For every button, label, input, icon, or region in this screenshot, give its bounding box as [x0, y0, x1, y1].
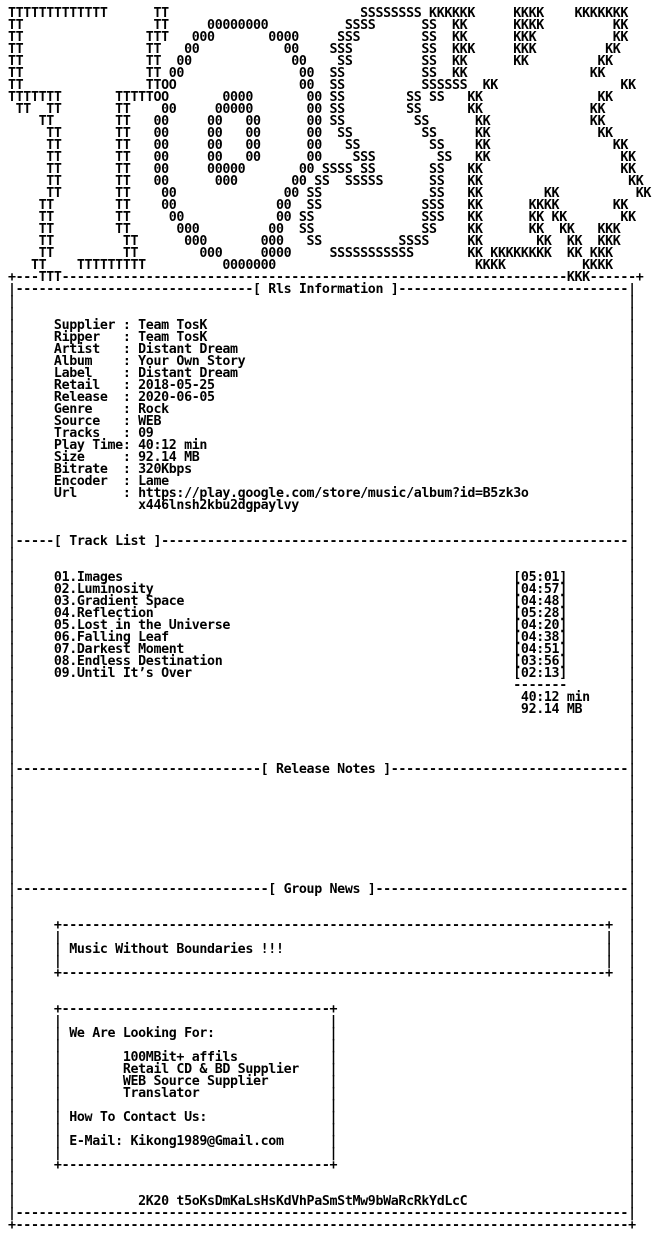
nfo-line: TT TT 00 00 00 00 SS SS KK KK	[8, 138, 629, 153]
nfo-line: | |	[8, 510, 636, 525]
nfo-line: TT TT 00 00 SSS SS KKK KKK KK	[8, 42, 621, 57]
nfo-line: | |	[8, 834, 636, 849]
nfo-line: |-------------------------------[ Rls Information ]------------------------------|	[8, 282, 636, 297]
nfo-line: TT TT 000 0000 SSSSSSSSSSS KK KKKKKKKK KK KKK	[8, 246, 613, 261]
nfo-line: | |	[8, 786, 636, 801]
nfo-line: | |	[8, 1170, 636, 1185]
nfo-line: | Source : WEB |	[8, 414, 636, 429]
nfo-line: | |	[8, 810, 636, 825]
nfo-line: | | We Are Looking For: | |	[8, 1026, 636, 1041]
nfo-line: | Size : 92.14 MB |	[8, 450, 636, 465]
nfo-line: | 04.Reflection [05:28] |	[8, 606, 636, 621]
nfo-line: TT TTOO 00 SS SSSSSS KK KK	[8, 78, 636, 93]
nfo-line: | Release : 2020-06-05 |	[8, 390, 636, 405]
nfo-line: TT TT 00 00 SS SS KK KK	[8, 66, 606, 81]
nfo-line: | 02.Luminosity [04:57] |	[8, 582, 636, 597]
nfo-line: | Play Time: 40:12 min |	[8, 438, 636, 453]
nfo-line: | x446lnsh2kbu2dgpaylvy |	[8, 498, 636, 513]
nfo-line: TT TT 00 00 SS SSS KK KK KK KK	[8, 210, 636, 225]
nfo-line: TTTTTTTTTTTTT TT SSSSSSSS KKKKKK KKKK KKKKKKK	[8, 6, 629, 21]
nfo-line: | | | |	[8, 930, 636, 945]
nfo-line: | Bitrate : 320Kbps |	[8, 462, 636, 477]
nfo-line: | |	[8, 726, 636, 741]
nfo-line: | | 100MBit+ affils | |	[8, 1050, 636, 1065]
nfo-line: | 06.Falling Leaf [04:38] |	[8, 630, 636, 645]
nfo-line: | |	[8, 978, 636, 993]
nfo-line: | 08.Endless Destination [03:56] |	[8, 654, 636, 669]
nfo-line: | |	[8, 894, 636, 909]
nfo-line: | |	[8, 870, 636, 885]
nfo-line: | | | |	[8, 954, 636, 969]
nfo-line: | |	[8, 858, 636, 873]
nfo-line: TT TT 00 00 SS SS KK KK KK	[8, 186, 652, 201]
nfo-line: TT TT 00 00 SS SSS KK KKKK KK	[8, 198, 629, 213]
nfo-line: TT TTTTTTTTT 0000000 KKKK KKKK	[8, 258, 613, 273]
nfo-line: | | | |	[8, 1098, 636, 1113]
nfo-line: | | E-Mail: Kikong1989@Gmail.com | |	[8, 1134, 636, 1149]
nfo-line: |-----[ Track List ]-------------------------------------------------------------|	[8, 534, 636, 549]
nfo-line: TT TT 00 000 00 SS SSSSS SS KK KK	[8, 174, 644, 189]
nfo-line: | | | |	[8, 1014, 636, 1029]
nfo-line: TT TT 00000000 SSSS SS KK KKKK KK	[8, 18, 629, 33]
nfo-line: | |	[8, 750, 636, 765]
nfo-line: | | Music Without Boundaries !!! | |	[8, 942, 636, 957]
nfo-line: | 09.Until It’s Over [02:13] |	[8, 666, 636, 681]
nfo-line: | Album : Your Own Story |	[8, 354, 636, 369]
nfo-line: | Url : https://play.google.com/store/music/album?id=B5zk3o |	[8, 486, 636, 501]
nfo-line: TT TTT 000 0000 SSS SS KK KKK KK	[8, 30, 629, 45]
nfo-line: | Supplier : Team TosK |	[8, 318, 636, 333]
nfo-line: | |	[8, 306, 636, 321]
nfo-line: |--------------------------------------------------------------------------------|	[8, 1206, 636, 1221]
nfo-line: | |	[8, 714, 636, 729]
nfo-line: | Label : Distant Dream |	[8, 366, 636, 381]
nfo-line: | |	[8, 738, 636, 753]
nfo-line: | Tracks : 09 |	[8, 426, 636, 441]
nfo-line: | 92.14 MB |	[8, 702, 636, 717]
nfo-line: |---------------------------------[ Group News ]---------------------------------|	[8, 882, 636, 897]
nfo-line: | Ripper : Team TosK |	[8, 330, 636, 345]
nfo-line: |--------------------------------[ Release Notes ]-------------------------------|	[8, 762, 636, 777]
nfo-line: | |	[8, 1182, 636, 1197]
nfo-line: | 2K20 t5oKsDmKaLsHsKdVhPaSmStMw9bWaRcRkYdLcC |	[8, 1194, 636, 1209]
nfo-line: | ------- |	[8, 678, 636, 693]
nfo-line: | +-----------------------------------+ |	[8, 1158, 636, 1173]
nfo-line: TT TT 00 00 SS SS KK KK KK	[8, 54, 613, 69]
nfo-line: | 03.Gradient Space [04:48] |	[8, 594, 636, 609]
nfo-line: | |	[8, 546, 636, 561]
nfo-line: +---TTT------------------------------------------------------------------KKK------+	[8, 270, 644, 285]
nfo-line: +--------------------------------------------------------------------------------+	[8, 1218, 636, 1233]
nfo-line: | |	[8, 522, 636, 537]
nfo-line: | 05.Lost in the Universe [04:20] |	[8, 618, 636, 633]
nfo-line: | Artist : Distant Dream |	[8, 342, 636, 357]
nfo-line: TT TT 000 000 SS SSSS KK KK KK KKK	[8, 234, 621, 249]
nfo-line: | | | |	[8, 1146, 636, 1161]
nfo-line: | Encoder : Lame |	[8, 474, 636, 489]
nfo-line: | |	[8, 846, 636, 861]
nfo-line: TT TT 00 00 00 00 SS SS KK KK	[8, 126, 613, 141]
nfo-line: | |	[8, 774, 636, 789]
nfo-line: | | | |	[8, 1038, 636, 1053]
nfo-line: | 07.Darkest Moment [04:51] |	[8, 642, 636, 657]
nfo-line: | |	[8, 558, 636, 573]
nfo-line: | Retail : 2018-05-25 |	[8, 378, 636, 393]
nfo-line: | |	[8, 990, 636, 1005]
nfo-line: | | Translator | |	[8, 1086, 636, 1101]
nfo-line: | | Retail CD & BD Supplier | |	[8, 1062, 636, 1077]
nfo-line: | | How To Contact Us: | |	[8, 1110, 636, 1125]
nfo-line: | | | |	[8, 1122, 636, 1137]
nfo-line: | Genre : Rock |	[8, 402, 636, 417]
nfo-line: TTTTTTT TTTTTOO 0000 00 SS SS SS KK KK	[8, 90, 613, 105]
nfo-line: | 40:12 min |	[8, 690, 636, 705]
nfo-line: | |	[8, 798, 636, 813]
nfo-line: TT TT TT 00 00000 00 SS SS KK KK	[8, 102, 606, 117]
nfo-line: | |	[8, 294, 636, 309]
nfo-line: | |	[8, 822, 636, 837]
nfo-line: TT TT 000 00 SS SS KK KK KK KKK	[8, 222, 621, 237]
nfo-line: | |	[8, 906, 636, 921]
nfo-line: | | WEB Source Supplier | |	[8, 1074, 636, 1089]
nfo-line: TT TT 00 00 00 00 SS SS KK KK	[8, 114, 606, 129]
nfo-line: TT TT 00 00 00 00 SSS SS KK KK	[8, 150, 636, 165]
nfo-line: | +-----------------------------------+ |	[8, 1002, 636, 1017]
nfo-line: | +-----------------------------------------------------------------------+ |	[8, 918, 636, 933]
nfo-line: | 01.Images [05:01] |	[8, 570, 636, 585]
nfo-line: TT TT 00 00000 00 SSSS SS SS KK KK	[8, 162, 636, 177]
nfo-line: | +-----------------------------------------------------------------------+ |	[8, 966, 636, 981]
